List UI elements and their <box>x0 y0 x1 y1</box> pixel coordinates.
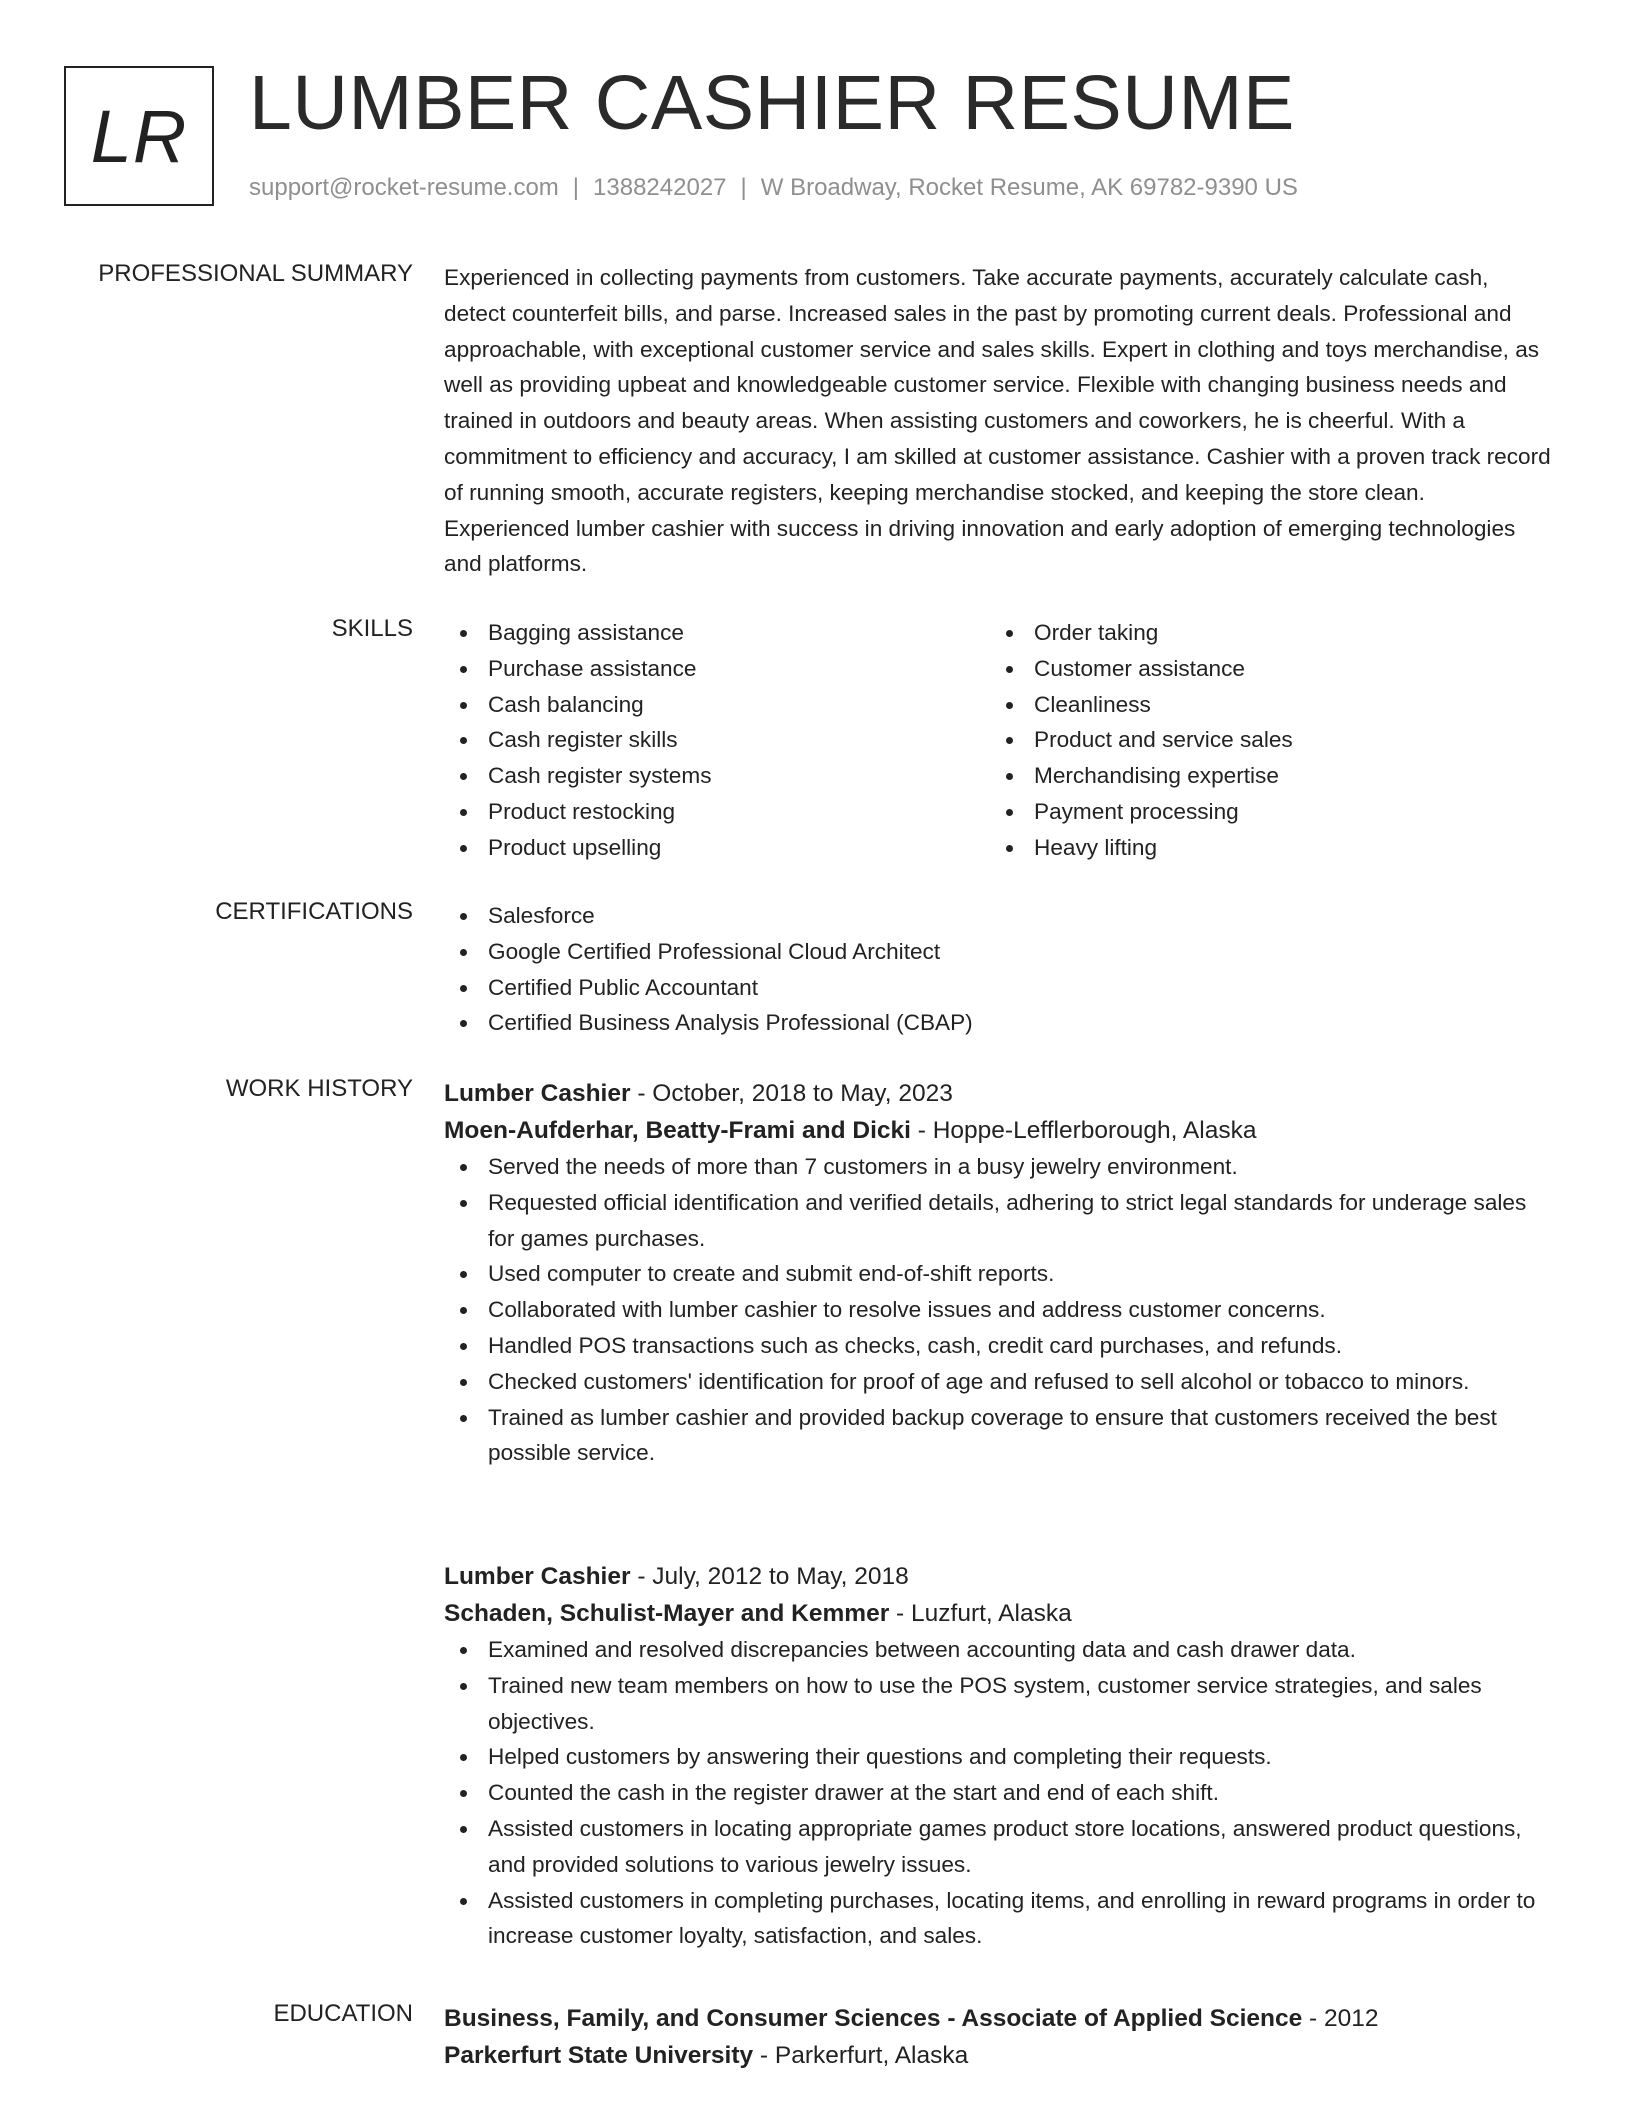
certification-item: Certified Public Accountant <box>444 970 1554 1006</box>
job-dates: - July, 2012 to May, 2018 <box>630 1563 909 1590</box>
skill-item: Bagging assistance <box>444 615 990 651</box>
skill-item: Cash register systems <box>444 758 990 794</box>
skills-grid <box>444 615 1554 866</box>
job-title-line <box>444 1558 1554 1595</box>
school-location: - Parkerfurt, Alaska <box>753 2042 969 2069</box>
skills-list-right <box>990 615 1536 866</box>
job-location: - Luzfurt, Alaska <box>889 1600 1072 1627</box>
job-location: - Hoppe-Lefflerborough, Alaska <box>910 1117 1257 1144</box>
job-title: Lumber Cashier <box>444 1563 631 1590</box>
contact-separator: | <box>572 174 580 201</box>
certification-item: Salesforce <box>444 898 1554 934</box>
contact-line <box>249 174 1298 202</box>
section-label: EDUCATION <box>273 2000 413 2027</box>
job-bullet: Counted the cash in the register drawer at the start and end of each shift. <box>444 1775 1554 1811</box>
section-label: SKILLS <box>331 615 413 642</box>
skill-item: Product and service sales <box>990 722 1536 758</box>
job-bullet: Trained new team members on how to use the POS system, customer service strategies, and sales objectives. <box>444 1668 1554 1740</box>
job-bullet: Helped customers by answering their questions and completing their requests. <box>444 1739 1554 1775</box>
skill-item: Product upselling <box>444 830 990 866</box>
section-label: PROFESSIONAL SUMMARY <box>98 260 413 287</box>
skill-item: Product restocking <box>444 794 990 830</box>
certification-item: Certified Business Analysis Professional (CBAP) <box>444 1005 1554 1041</box>
job-bullet: Served the needs of more than 7 customers in a busy jewelry environment. <box>444 1149 1554 1185</box>
monogram-logo: LR <box>64 66 214 206</box>
job-bullets <box>444 1632 1554 1954</box>
contact-separator: | <box>740 174 747 201</box>
job-dates: - October, 2018 to May, 2023 <box>630 1080 953 1107</box>
skill-item: Cash balancing <box>444 687 990 723</box>
contact-address: W Broadway, Rocket Resume, AK 69782-9390 US <box>760 174 1298 201</box>
job-bullet: Requested official identification and verified details, adhering to strict legal standards for underage sales for games purchases. <box>444 1185 1554 1257</box>
job-title-line <box>444 1075 1554 1112</box>
skill-item: Heavy lifting <box>990 830 1536 866</box>
contact-email[interactable]: support@rocket-resume.com <box>249 174 559 201</box>
education-entry <box>444 2000 1554 2074</box>
job-bullet: Handled POS transactions such as checks, cash, credit card purchases, and refunds. <box>444 1328 1554 1364</box>
degree-line <box>444 2000 1554 2037</box>
job-bullet: Checked customers' identification for proof of age and refused to sell alcohol or tobacco to minors. <box>444 1364 1554 1400</box>
job-bullet: Examined and resolved discrepancies between accounting data and cash drawer data. <box>444 1632 1554 1668</box>
skill-item: Customer assistance <box>990 651 1536 687</box>
skill-item: Payment processing <box>990 794 1536 830</box>
degree: Business, Family, and Consumer Sciences - Associate of Applied Science <box>444 2005 1303 2032</box>
contact-phone[interactable]: 1388242027 <box>593 174 727 201</box>
section-label: WORK HISTORY <box>225 1075 413 1102</box>
certification-item: Google Certified Professional Cloud Architect <box>444 934 1554 970</box>
summary-text: Experienced in collecting payments from customers. Take accurate payments, accurately calculate cash, detect counterfeit bills, and parse. Increased sales in the past by promoting current deals. Professional and approachable, with exceptional customer service and sales skills. Expert in clothing and toys merchandise, as well as providing upbeat and knowledgeable customer service. Flexible with changing business needs and trained in outdoors and beauty areas. When assisting customers and coworkers, he is cheerful. With a commitment to efficiency and accuracy, I am skilled at customer assistance. Cashier with a proven track record of running smooth, accurate registers, keeping merchandise stocked, and keeping the store clean. Experienced lumber cashier with success in driving innovation and early adoption of emerging technologies and platforms. <box>444 265 1551 577</box>
skills-body <box>444 615 1554 866</box>
degree-year: - 2012 <box>1302 2005 1379 2032</box>
skill-item: Cash register skills <box>444 722 990 758</box>
job-bullets <box>444 1149 1554 1471</box>
job-title: Lumber Cashier <box>444 1080 631 1107</box>
job-entry <box>444 1558 1554 1954</box>
job-bullet: Trained as lumber cashier and provided backup coverage to ensure that customers received the best possible service. <box>444 1400 1554 1472</box>
skill-item: Order taking <box>990 615 1536 651</box>
job-bullet: Used computer to create and submit end-of-shift reports. <box>444 1256 1554 1292</box>
certifications-body <box>444 898 1554 1041</box>
job-bullet: Collaborated with lumber cashier to resolve issues and address customer concerns. <box>444 1292 1554 1328</box>
page-title: LUMBER CASHIER RESUME <box>249 60 1295 146</box>
job-company-line <box>444 1112 1554 1149</box>
job-bullet: Assisted customers in locating appropriate games product store locations, answered product questions, and provided solutions to various jewelry issues. <box>444 1811 1554 1883</box>
skills-list-left <box>444 615 990 866</box>
summary-body <box>444 260 1554 582</box>
job-bullet: Assisted customers in completing purchases, locating items, and enrolling in reward programs in order to increase customer loyalty, satisfaction, and sales. <box>444 1883 1554 1955</box>
skill-item: Merchandising expertise <box>990 758 1536 794</box>
skill-item: Purchase assistance <box>444 651 990 687</box>
section-label: CERTIFICATIONS <box>215 898 413 925</box>
job-company: Moen-Aufderhar, Beatty-Frami and Dicki <box>444 1117 911 1144</box>
job-company-line <box>444 1595 1554 1632</box>
school-line <box>444 2037 1554 2074</box>
school: Parkerfurt State University <box>444 2042 754 2069</box>
skill-item: Cleanliness <box>990 687 1536 723</box>
job-entry <box>444 1075 1554 1471</box>
job-company: Schaden, Schulist-Mayer and Kemmer <box>444 1600 890 1627</box>
certifications-list <box>444 898 1554 1041</box>
